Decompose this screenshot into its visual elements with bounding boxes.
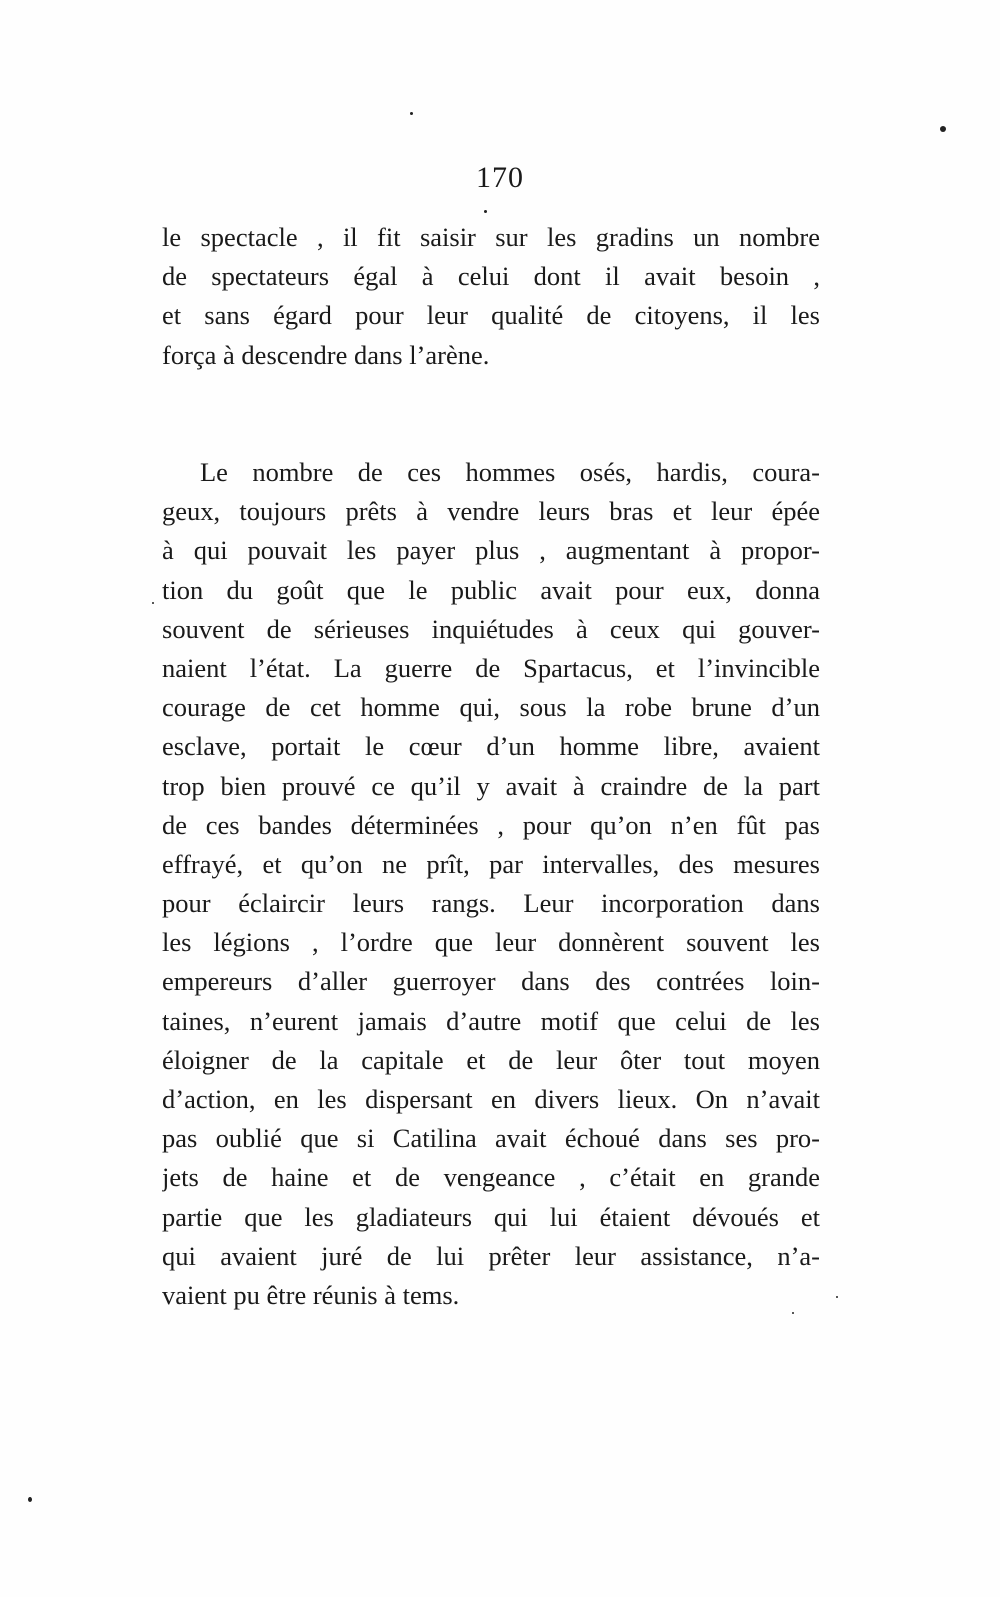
paragraph-2: [162, 453, 820, 1315]
text-line: empereurs d’aller guerroyer dans des contrées loin-: [162, 966, 820, 997]
paragraph-1: [162, 218, 820, 375]
text-line: geux, toujours prêts à vendre leurs bras et leur épée: [162, 496, 820, 527]
text-line: de spectateurs égal à celui dont il avait besoin ,: [162, 261, 820, 292]
text-line: effrayé, et qu’on ne prît, par intervalles, des mesures: [162, 848, 820, 879]
scan-speck: [484, 210, 487, 213]
text-line: força à descendre dans l’arène.: [162, 339, 490, 370]
text-line: à qui pouvait les payer plus , augmentant à propor-: [162, 535, 820, 566]
scan-speck: [28, 1497, 32, 1502]
text-line: éloigner de la capitale et de leur ôter tout moyen: [162, 1044, 820, 1075]
text-line: jets de haine et de vengeance , c’était en grande: [162, 1162, 820, 1193]
text-line: souvent de sérieuses inquiétudes à ceux qui gouver-: [162, 613, 820, 644]
text-line: pas oublié que si Catilina avait échoué dans ses pro-: [162, 1123, 820, 1154]
text-line: tion du goût que le public avait pour eux, donna: [162, 574, 820, 605]
text-line: le spectacle , il fit saisir sur les gradins un nombre: [162, 222, 820, 252]
text-line: d’action, en les dispersant en divers lieux. On n’avait: [162, 1084, 820, 1114]
text-line: courage de cet homme qui, sous la robe brune d’un: [162, 692, 820, 723]
page-number: 170: [476, 161, 524, 194]
scan-speck: [940, 126, 946, 132]
text-line: naient l’état. La guerre de Spartacus, et l’invincible: [162, 652, 820, 683]
text-line: et sans égard pour leur qualité de citoyens, il les: [162, 300, 820, 331]
scan-speck: [792, 1312, 794, 1314]
scan-speck: [836, 1296, 838, 1298]
text-line: Le nombre de ces hommes osés, hardis, coura-: [200, 457, 820, 487]
text-line: vaient pu être réunis à tems.: [162, 1279, 460, 1310]
text-line: esclave, portait le cœur d’un homme libre, avaient: [162, 731, 820, 762]
text-line: de ces bandes déterminées , pour qu’on n’en fût pas: [162, 809, 820, 840]
text-line: partie que les gladiateurs qui lui étaient dévoués et: [162, 1201, 820, 1232]
text-line: qui avaient juré de lui prêter leur assistance, n’a-: [162, 1240, 820, 1271]
scan-speck: [152, 602, 154, 604]
text-line: les légions , l’ordre que leur donnèrent souvent les: [162, 927, 820, 958]
scan-speck: [410, 112, 413, 115]
text-line: trop bien prouvé ce qu’il y avait à craindre de la part: [162, 770, 820, 801]
text-line: pour éclaircir leurs rangs. Leur incorporation dans: [162, 888, 820, 919]
text-line: taines, n’eurent jamais d’autre motif que celui de les: [162, 1005, 820, 1036]
